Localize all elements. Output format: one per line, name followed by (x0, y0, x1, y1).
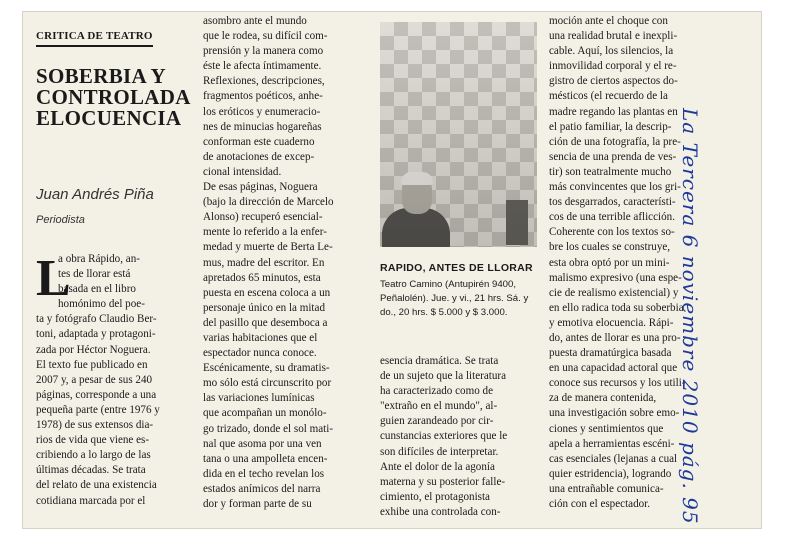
text-line: fragmentos poéticos, anhe- (203, 90, 323, 103)
text-line: ha caracterizado como de (380, 385, 494, 398)
drop-cap: L (36, 250, 71, 307)
text-line: prensión y la manera como (203, 45, 324, 58)
caption-line: Peñalolén). Jue. y vi., 21 hrs. Sá. y (380, 293, 529, 304)
text-line: varias habitaciones que el (203, 331, 318, 344)
text-line: asombro ante el mundo (203, 15, 307, 27)
text-line: dor y forman parte de su (203, 498, 312, 510)
text-line: quier estridencia), logrando (549, 467, 672, 480)
text-line: dida en el techo revelan los (203, 467, 325, 480)
caption-line: do., 20 hrs. $ 5.000 y $ 3.000. (380, 307, 508, 318)
text-line: mus, madre del escritor. En (203, 256, 325, 269)
text-line: esta obra optó por un mini- (549, 256, 670, 269)
text-line: puesta dramatúrgica basada (549, 347, 672, 360)
text-line: rios de vida que viene es- (36, 434, 150, 447)
text-line: Alonso) recuperó esencial- (203, 211, 323, 224)
author-role: Periodista (36, 214, 85, 226)
text-line: El texto fue publicado en (36, 358, 148, 371)
text-line: medad y muerte de Berta Le- (203, 241, 333, 254)
text-line: ta y fotógrafo Claudio Ber- (36, 313, 157, 326)
text-line: cotidiana marcada por el (36, 494, 146, 507)
text-line: tana o una ampolleta encen- (203, 452, 328, 465)
text-line: materna y su posterior falle- (380, 475, 506, 488)
text-line: del relato de una existencia (36, 479, 157, 492)
section-label: CRITICA DE TEATRO (36, 30, 153, 47)
headline: SOBERBIA Y CONTROLADA ELOCUENCIA (36, 64, 190, 130)
text-line: páginas, corresponde a una (36, 388, 157, 401)
text-line: espectador nunca conoce. (203, 347, 317, 360)
text-line: nal que asoma por una ven (203, 437, 322, 450)
text-line: zada por Héctor Noguera. (36, 343, 151, 356)
text-line: cunstancias exteriores que le (380, 430, 508, 443)
text-line: malismo expresivo (una espe- (549, 271, 682, 284)
text-line: guien zarandeado por cir- (380, 415, 494, 428)
photo-caption (380, 262, 540, 320)
text-line: personaje único en la mitad (203, 301, 325, 314)
text-line: una realidad brutal e inexpli- (549, 30, 678, 43)
article-column-2 (203, 14, 373, 512)
text-line: cimiento, el protagonista (380, 490, 490, 503)
text-line: Coherente con los textos so- (549, 226, 675, 239)
text-line: exhibe una controlada con- (380, 505, 501, 518)
text-line: del pasillo que desemboca a (203, 316, 328, 329)
text-line: ciones y sentimientos que (549, 422, 664, 435)
text-line: "extraño en el mundo", al- (380, 400, 498, 413)
text-line: inmovilidad corporal y el re- (549, 60, 677, 73)
text-line: cas esenciales (lejanas a cual (549, 452, 678, 465)
text-line: cional intensidad. (203, 165, 282, 178)
text-line: cribiendo a lo largo de las (36, 449, 151, 462)
text-line: madre regando las plantas en (549, 105, 678, 118)
text-line: gistro de ciertos aspectos do- (549, 75, 678, 88)
caption-info (380, 278, 540, 320)
text-line: mo sólo está circunscrito por (203, 377, 332, 390)
text-line: cos de una terrible aflicción. (549, 211, 675, 224)
text-line: sencia de una prenda de ves- (549, 150, 677, 163)
text-line: homónimo del poe- (58, 298, 145, 311)
text-line: apela a herramientas escéni- (549, 437, 675, 450)
text-line: go trizado, donde el sol mati- (203, 422, 334, 435)
text-line: tos desgarrados, característi- (549, 196, 676, 209)
text-line: más convincentes que los gri- (549, 181, 681, 194)
article-column-1 (36, 252, 196, 509)
text-line: de anotaciones de excep- (203, 150, 315, 163)
text-line: en una capacidad actoral que (549, 362, 678, 375)
text-line: (bajo la dirección de Marcelo (203, 196, 334, 209)
text-line: una entrañable comunica- (549, 482, 664, 495)
text-line: bre los cuales se construye, (549, 241, 671, 254)
text-line: puesta en escena coloca a un (203, 286, 331, 299)
text-line: una investigación sobre emo- (549, 407, 680, 420)
text-line: éste le afecta íntimamente. (203, 60, 322, 73)
text-line: estados anímicos del narra (203, 482, 321, 495)
text-line: apretados 65 minutos, esta (203, 271, 321, 284)
text-line: moción ante el choque con (549, 15, 668, 27)
photo-shade (380, 22, 537, 247)
text-line: y emotiva elocuencia. Rápi- (549, 316, 674, 329)
text-line: 2007 y, a pesar de sus 240 (36, 373, 153, 386)
text-line: de un sujeto que la literatura (380, 370, 506, 383)
text-line: 1978) de sus extensos dia- (36, 419, 154, 432)
text-line: basada en el libro (58, 283, 136, 296)
text-line: a obra Rápido, an- (58, 253, 140, 265)
text-line: cie de realismo existencial) y (549, 286, 679, 299)
text-line: tes de llorar está (58, 268, 131, 281)
caption-title: RAPIDO, ANTES DE LLORAR (380, 262, 533, 274)
text-line: mésticos (el recuerdo de la (549, 90, 668, 103)
text-line: pequeña parte (entre 1976 y (36, 403, 160, 416)
text-line: en ello radica toda su soberbia (549, 301, 684, 314)
text-line: conforman este cuaderno (203, 135, 315, 148)
text-line: toni, adaptada y protagoni- (36, 328, 156, 341)
text-line: son difíciles de interpretar. (380, 445, 499, 458)
text-line: do, antes de llorar es una pro- (549, 331, 681, 344)
text-line: que acompañan un monólo- (203, 407, 327, 420)
article-column-3 (380, 354, 540, 520)
text-line: conoce sus recursos y los utili- (549, 377, 686, 390)
caption-line: Teatro Camino (Antupirén 9400, (380, 279, 516, 290)
text-line: últimas décadas. Se trata (36, 464, 146, 477)
text-line: los eróticos y enumeracio- (203, 105, 321, 118)
text-line: esencia dramática. Se trata (380, 355, 499, 367)
handwritten-note: La Tercera 6 noviembre 2010 pág. 95 (678, 108, 702, 525)
actor-photo (380, 22, 537, 247)
text-line: tir) son teatralmente mucho (549, 165, 672, 178)
text-line: ción de una fotografía, la pre- (549, 135, 681, 148)
text-line: Escénicamente, su dramatis- (203, 362, 330, 375)
text-line: que le rodea, su difícil com- (203, 30, 328, 43)
text-line: mente lo referido a la enfer- (203, 226, 327, 239)
text-line: las variaciones lumínicas (203, 392, 315, 405)
text-line: ción con el espectador. (549, 498, 651, 510)
text-line: za de manera contenida, (549, 392, 657, 405)
text-line: nes de minucias hogareñas (203, 120, 322, 133)
author-name: Juan Andrés Piña (36, 186, 154, 203)
text-line: Reflexiones, descripciones, (203, 75, 325, 88)
text-line: el patio familiar, la descrip- (549, 120, 672, 133)
text-line: cable. Aquí, los silencios, la (549, 45, 674, 58)
text-line: Ante el dolor de la agonía (380, 460, 495, 473)
text-line: De esas páginas, Noguera (203, 181, 318, 194)
